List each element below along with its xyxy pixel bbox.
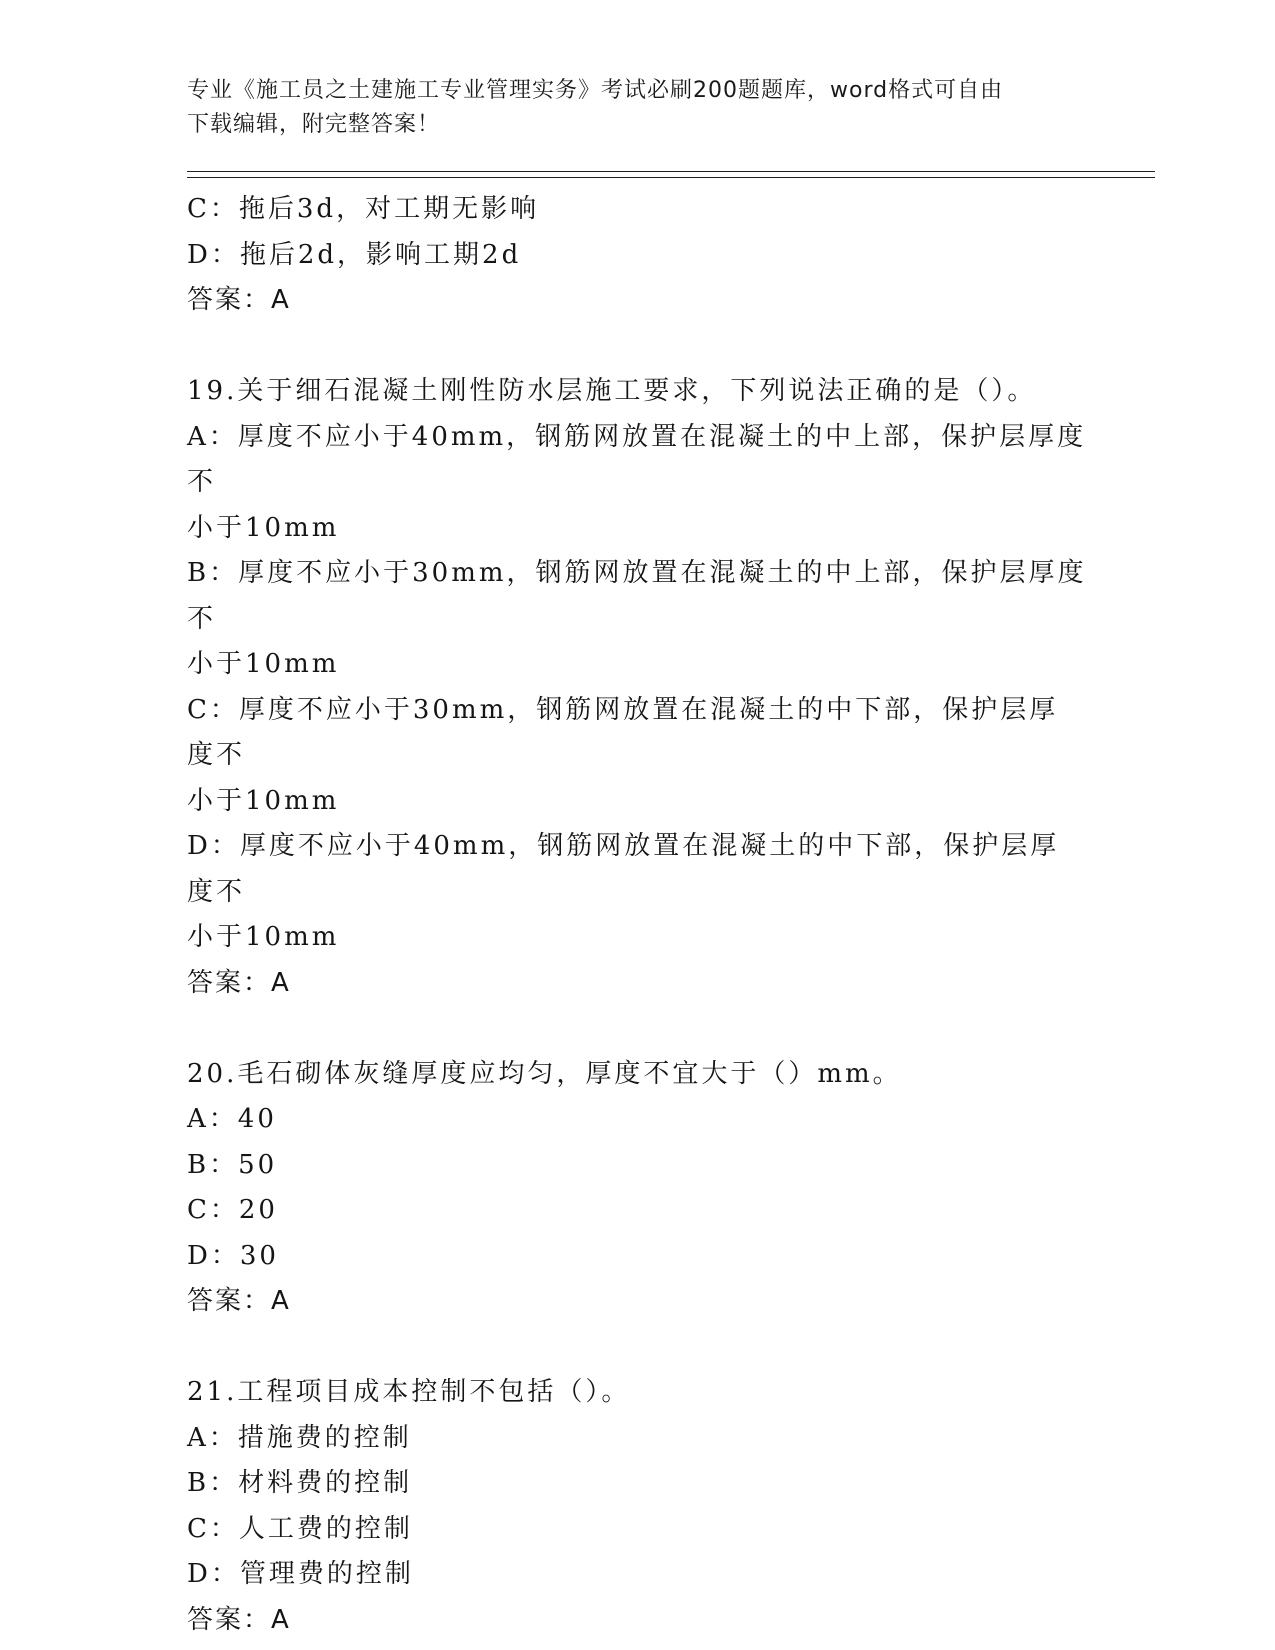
option-d: D：厚度不应小于40mm，钢筋网放置在混凝土的中下部，保护层厚度不: [187, 831, 1060, 907]
answer-line: 答案：A: [187, 967, 291, 998]
question-20: [187, 1052, 1087, 1325]
document-header: [187, 74, 1067, 142]
option-a: A：措施费的控制: [187, 1422, 412, 1453]
question-content: [187, 187, 1087, 1643]
question-18-continued: [187, 187, 1087, 324]
spacer: [187, 1325, 1087, 1371]
header-rule-top: [187, 171, 1155, 172]
option-c: C：厚度不应小于30mm，钢筋网放置在混凝土的中下部，保护层厚度不: [187, 694, 1059, 770]
option-a: A：40: [187, 1104, 277, 1134]
question-stem: 21.工程项目成本控制不包括（）。: [187, 1377, 631, 1407]
option-d: D：拖后2d，影响工期2d: [187, 239, 522, 270]
option-a-continued: 小于10mm: [187, 512, 340, 543]
option-b-continued: 小于10mm: [187, 649, 340, 679]
answer-line: 答案：A: [187, 1286, 291, 1316]
option-a: A：厚度不应小于40mm，钢筋网放置在混凝土的中上部，保护层厚度不: [187, 421, 1087, 497]
option-c: C：拖后3d，对工期无影响: [187, 194, 540, 224]
option-d: D：管理费的控制: [187, 1559, 414, 1589]
header-rule-bottom: [187, 177, 1155, 178]
option-c: C：人工费的控制: [187, 1513, 413, 1544]
spacer: [187, 1006, 1087, 1052]
header-line-2: 下载编辑，附完整答案！: [187, 112, 441, 137]
question-21: [187, 1370, 1087, 1643]
spacer: [187, 324, 1087, 370]
option-c: C：20: [187, 1195, 278, 1225]
question-19: [187, 369, 1087, 1006]
option-d-continued: 小于10mm: [187, 922, 340, 952]
option-b: B：厚度不应小于30mm，钢筋网放置在混凝土的中上部，保护层厚度不: [187, 558, 1087, 634]
option-b: B：50: [187, 1149, 278, 1180]
header-line-1: 专业《施工员之土建施工专业管理实务》考试必刷200题题库，word格式可自由: [187, 78, 1004, 103]
answer-line: 答案：A: [187, 1604, 291, 1635]
option-b: B：材料费的控制: [187, 1468, 413, 1498]
option-c-continued: 小于10mm: [187, 785, 340, 816]
answer-line: 答案：A: [187, 285, 291, 315]
option-d: D：30: [187, 1240, 279, 1271]
question-stem: 20.毛石砌体灰缝厚度应均匀，厚度不宜大于（）mm。: [187, 1058, 902, 1089]
question-stem: 19.关于细石混凝土刚性防水层施工要求，下列说法正确的是（）。: [187, 376, 1037, 406]
